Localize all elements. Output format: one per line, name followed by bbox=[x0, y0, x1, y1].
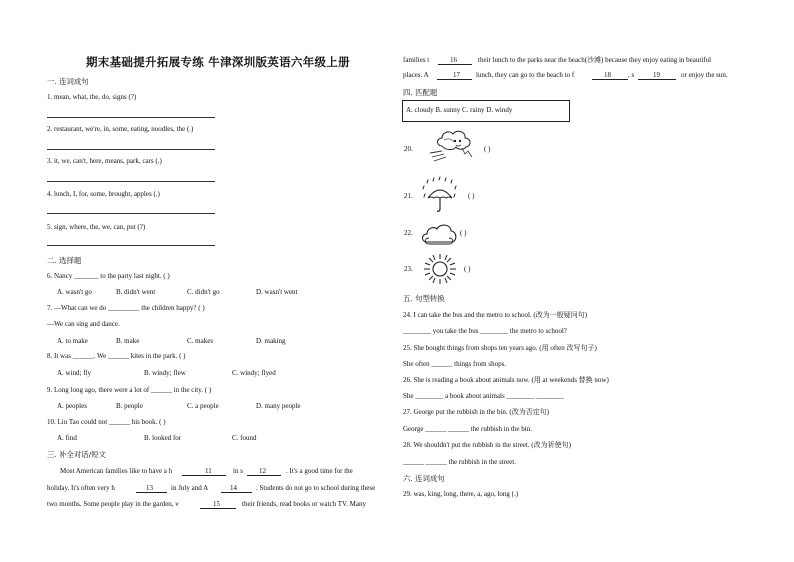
option-6a[interactable]: A. wasn't go bbox=[57, 288, 92, 296]
section-heading-1: 一. 连词成句 bbox=[47, 77, 89, 86]
blank-17-line[interactable] bbox=[437, 71, 472, 80]
question-27: 27. George put the rubbish in the bin. (改为否定句) bbox=[403, 408, 550, 416]
question-5: 5. sign, where, the, we, can, put (?) bbox=[47, 223, 146, 231]
question-2: 2. restaurant, we're, in, some, eating, noodles, the (.) bbox=[47, 125, 194, 133]
question-3: 3. it, we, can't, here, means, park, cars (.) bbox=[47, 157, 162, 165]
blank-18: 18 bbox=[604, 71, 611, 79]
option-6d[interactable]: D. wasn't went bbox=[256, 288, 298, 296]
blank-12: 12 bbox=[259, 467, 266, 475]
blank-14: 14 bbox=[230, 484, 237, 492]
question-20: 20. bbox=[404, 145, 413, 153]
blank-13: 13 bbox=[146, 484, 153, 492]
question-10: 10. Liu Tao could not ______ his book. ( ) bbox=[47, 418, 166, 426]
question-22: 22. bbox=[404, 229, 413, 237]
answer-line-5[interactable] bbox=[47, 245, 215, 246]
answer-26[interactable]: She ________ a book about animals ________ ________ bbox=[403, 392, 565, 400]
passage-line-2-a: holiday. It's often very h bbox=[47, 484, 115, 492]
answer-line-4[interactable] bbox=[47, 213, 215, 214]
passage-line-1-a: Most American families like to have a h bbox=[60, 467, 173, 475]
cloud-icon bbox=[419, 220, 459, 246]
option-7b[interactable]: B. make bbox=[116, 337, 140, 345]
blank-17: 17 bbox=[453, 71, 460, 79]
section-heading-3: 三. 补全对话/短文 bbox=[47, 450, 106, 459]
option-6b[interactable]: B. didn't went bbox=[116, 288, 156, 296]
answer-24[interactable]: ________ you take the bus ________ the metro to school? bbox=[403, 327, 567, 335]
section-heading-4: 四. 匹配题 bbox=[403, 88, 438, 97]
answer-28[interactable]: ______ ______ the rubbish in the street. bbox=[403, 458, 516, 466]
answer-line-1[interactable] bbox=[47, 117, 215, 118]
question-7: 7. —What can we do _________ the children happy? ( ) bbox=[47, 304, 205, 312]
answer-paren-20[interactable]: ( ) bbox=[484, 145, 491, 153]
answer-paren-23[interactable]: ( ) bbox=[464, 265, 471, 273]
section-heading-2: 二. 选择题 bbox=[47, 256, 82, 265]
answer-line-3[interactable] bbox=[47, 181, 215, 182]
question-24: 24. I can take the bus and the metro to school. (改为一般疑问句) bbox=[403, 311, 588, 319]
question-28: 28. We shouldn't put the rubbish in the street. (改为祈使句) bbox=[403, 441, 571, 449]
option-9a[interactable]: A. peoples bbox=[57, 402, 87, 410]
option-7a[interactable]: A. to make bbox=[57, 337, 88, 345]
blank-11-line[interactable] bbox=[182, 467, 226, 476]
blank-16: 16 bbox=[450, 56, 457, 64]
blank-19-line[interactable] bbox=[638, 71, 676, 80]
windy-cloud-icon bbox=[428, 126, 478, 164]
question-23: 23. bbox=[404, 265, 413, 273]
passage-line-5-d: or enjoy the sun. bbox=[681, 71, 728, 79]
question-29: 29. was, king, long, there, a, ago, long (.) bbox=[403, 490, 519, 498]
blank-11: 11 bbox=[205, 467, 212, 475]
option-8b[interactable]: B. windy; flew bbox=[144, 369, 186, 377]
question-26: 26. She is reading a book about animals now. (用 at weekends 替换 now) bbox=[403, 376, 609, 384]
option-9b[interactable]: B. people bbox=[116, 402, 143, 410]
passage-line-1-c: . It's a good time for the bbox=[286, 467, 353, 475]
passage-line-2-c: . Students do not go to school during these bbox=[256, 484, 376, 492]
question-25: 25. She bought things from shops ten years ago. (用 often 改写句子) bbox=[403, 344, 597, 352]
question-1: 1. mean, what, the, do, signs (?) bbox=[47, 93, 137, 101]
blank-15-line[interactable] bbox=[200, 500, 236, 509]
question-7-reply: —We can sing and dance. bbox=[47, 320, 120, 328]
option-8a[interactable]: A. wind; fly bbox=[57, 369, 92, 377]
blank-16-line[interactable] bbox=[438, 56, 472, 65]
answer-25[interactable]: She often ______ things from shops. bbox=[403, 360, 507, 368]
option-9c[interactable]: C. a people bbox=[187, 402, 219, 410]
section-heading-5: 五. 句型转换 bbox=[403, 294, 445, 303]
blank-12-line[interactable] bbox=[247, 467, 281, 476]
passage-line-1-b: in s bbox=[233, 467, 243, 475]
passage-line-2-b: in July and A bbox=[171, 484, 209, 492]
option-10c[interactable]: C. found bbox=[232, 434, 257, 442]
blank-15: 15 bbox=[213, 500, 220, 508]
option-10b[interactable]: B. looked for bbox=[144, 434, 182, 442]
question-6: 6. Nancy _______ to the party last night. ( ) bbox=[47, 272, 170, 280]
question-21: 21. bbox=[404, 192, 413, 200]
answer-line-2[interactable] bbox=[47, 149, 215, 150]
question-8: 8. It was ______. We ______ kites in the park. ( ) bbox=[47, 352, 186, 360]
option-7d[interactable]: D. making bbox=[256, 337, 286, 345]
passage-line-3-a: two months. Some people play in the garden, v bbox=[47, 500, 179, 508]
answer-paren-22[interactable]: ( ) bbox=[460, 229, 467, 237]
answer-paren-21[interactable]: ( ) bbox=[468, 192, 475, 200]
passage-line-5-c: , s bbox=[628, 71, 635, 79]
page-title: 期末基础提升拓展专练 牛津深圳版英语六年级上册 bbox=[86, 55, 350, 69]
question-4: 4. lunch, I, for, some, brought, apples (.) bbox=[47, 190, 160, 198]
question-9: 9. Long long ago, there were a lot of ______ in the city. ( ) bbox=[47, 386, 212, 394]
answer-27[interactable]: George ______ ______ the rubbish in the bin. bbox=[403, 425, 532, 433]
passage-line-4-a: families t bbox=[403, 56, 430, 64]
option-6c[interactable]: C. didn't go bbox=[187, 288, 220, 296]
blank-14-line[interactable] bbox=[221, 484, 252, 493]
passage-line-3-b: their friends, read books or watch TV. Many bbox=[242, 500, 366, 508]
passage-line-5-b: lunch, they can go to the beach to f bbox=[476, 71, 575, 79]
option-7c[interactable]: C. makes bbox=[187, 337, 214, 345]
option-10a[interactable]: A. find bbox=[57, 434, 77, 442]
umbrella-rain-icon bbox=[420, 176, 460, 216]
blank-19: 19 bbox=[653, 71, 660, 79]
passage-line-5-a: places. A bbox=[403, 71, 429, 79]
blank-18-line[interactable] bbox=[592, 71, 628, 80]
match-options: A. cloudy B. sunny C. rainy D. windy bbox=[406, 106, 513, 114]
sun-icon bbox=[421, 252, 459, 286]
blank-13-line[interactable] bbox=[136, 484, 167, 493]
option-8c[interactable]: C. windy; flyed bbox=[232, 369, 276, 377]
option-9d[interactable]: D. many people bbox=[256, 402, 301, 410]
passage-line-4-b: their lunch to the parks near the beach(沙滩) because they enjoy eating in beautiful bbox=[478, 56, 712, 64]
section-heading-6: 六. 连词成句 bbox=[403, 474, 445, 483]
